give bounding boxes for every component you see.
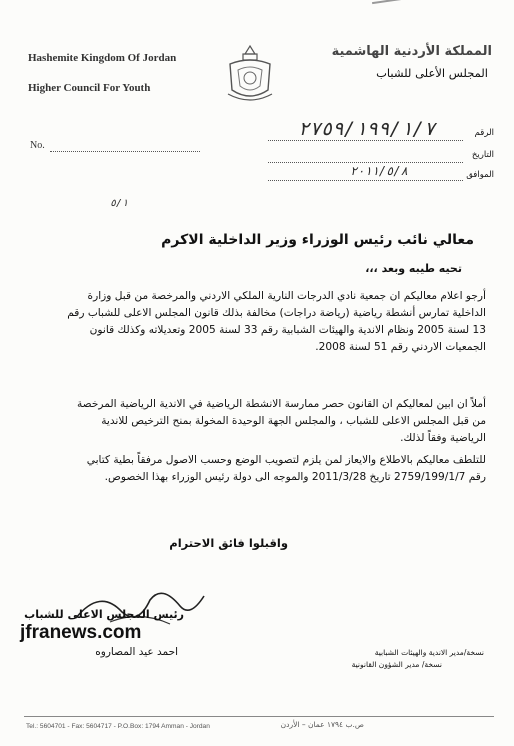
signature-title: رئيس المجلس الاعلى للشباب: [24, 608, 184, 621]
header-en-kingdom: Hashemite Kingdom Of Jordan: [28, 52, 177, 64]
header-ar-kingdom: المملكة الأردنية الهاشمية: [331, 44, 492, 59]
salutation: معالي نائب رئيس الوزراء وزير الداخلية الاكرم: [161, 232, 474, 248]
date-line: [268, 162, 463, 163]
ref-label: الرقم: [474, 128, 494, 138]
scan-mark: [372, 0, 402, 4]
closing: واقبلوا فائق الاحترام: [169, 536, 288, 550]
header-ar-council: المجلس الأعلى للشباب: [376, 66, 488, 80]
copy-line-1: نسخة/مدير الاندية والهيئات الشبابية: [374, 648, 484, 657]
website-watermark: jfranews.com: [20, 622, 142, 643]
copy-line-2: نسخة/ مدير الشؤون القانونية: [351, 660, 442, 669]
hijri-line: [268, 180, 463, 181]
signature-name: احمد عيد المصاروه: [95, 646, 178, 658]
footer-en: Tel.: 5604701 - Fax: 5604717 - P.O.Box: 1794 Amman - Jordan: [26, 723, 210, 730]
header-en-council: Higher Council For Youth: [28, 82, 151, 94]
paragraph-3: للتلطف معاليكم بالاطلاع والايعاز لمن يلزم لتصويب الوضع وحسب الاصول مرفقاً بطية كتابي رقم 2759/199/1/7 تاريخ 2011/3/28 والموجه الى دولة رئيس الوزراء بهذا الخصوص.: [86, 454, 486, 483]
hijri-value: ٢٠١١/٥/٨: [350, 164, 408, 178]
no-label: No.: [30, 140, 45, 151]
hijri-label: الموافق: [466, 170, 494, 180]
margin-mark: ٥/١: [110, 198, 129, 209]
ref-line: [268, 140, 463, 141]
footer-divider: [24, 716, 494, 717]
paragraph-2: أملاً ان ابين لمعاليكم ان القانون حصر ممارسة الانشطة الرياضية في الاندية الرياضية المرخصة من قبل المجلس الاعلى للشباب ، والمجلس الجهة الوحيدة المخولة بمنح الترخيص للاندية الرياضية وفقاً لذلك.: [76, 398, 486, 444]
greeting: تحيه طيبه وبعد ،،،: [365, 262, 462, 275]
paragraph-1: أرجو اعلام معاليكم ان جمعية نادي الدرجات النارية الملكي الاردني والمرخصة من قبل وزارة الداخلية تمارس أنشطة رياضية (رياضة دراجات) مخالفة بذلك قانون المجلس الاعلى للشباب رقم 13 لسنة 2005 ونظام الاندية والهيئات الشبابية رقم 33 لسنة 2005 وتعديلاته وكذلك قانون الجمعيات الاردني رقم 51 لسنة 2008.: [67, 290, 486, 353]
royal-crest-emblem: [222, 42, 278, 108]
date-label: التاريخ: [471, 150, 494, 160]
ref-value: ٢٧٥٩/١٩٩/١/٧: [298, 118, 436, 140]
no-line: [50, 151, 200, 152]
footer-ar: ص.ب ١٧٩٤ عمان – الأردن: [280, 720, 364, 729]
